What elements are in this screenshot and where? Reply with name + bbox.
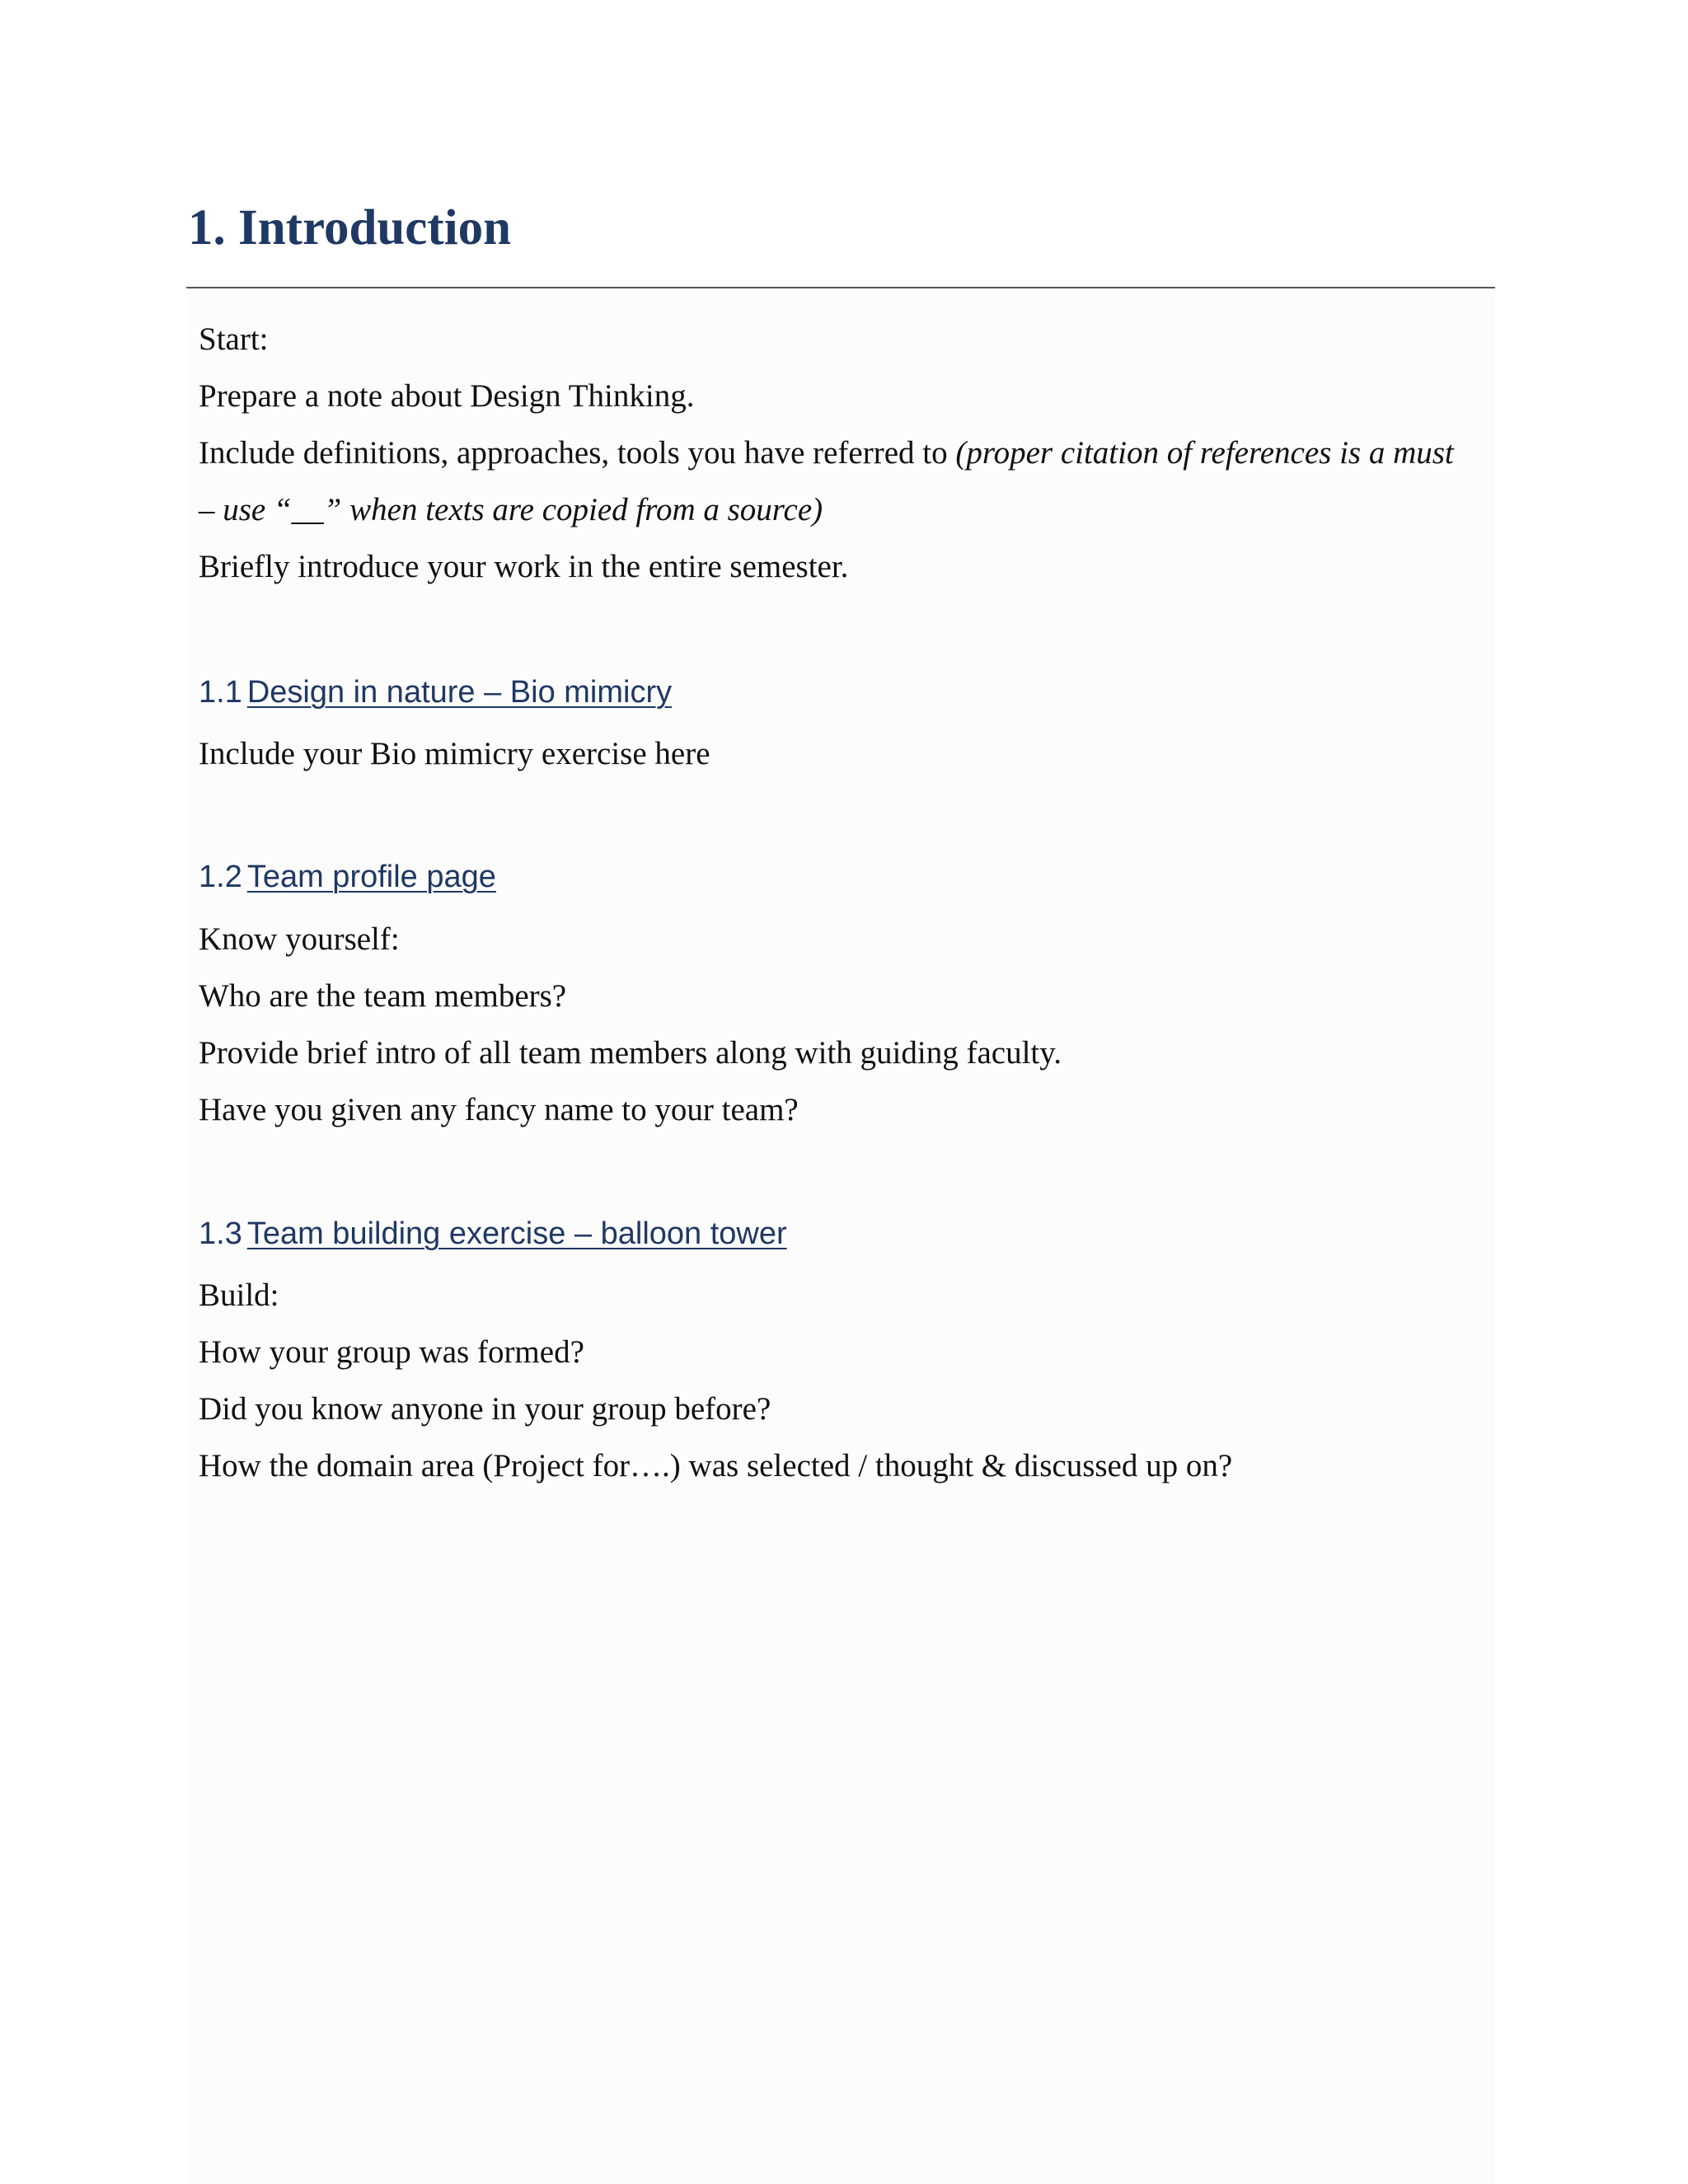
briefly-introduce-line: Briefly introduce your work in the entire semester.	[199, 549, 849, 584]
section-number: 1.3	[199, 1216, 242, 1251]
prepare-note-line: Prepare a note about Design Thinking.	[199, 378, 695, 414]
brief-intro-line: Provide brief intro of all team members along with guiding faculty.	[199, 1035, 1062, 1071]
section-title: Team profile page	[246, 860, 496, 894]
section-number: 1.2	[199, 860, 242, 894]
include-definitions-line	[199, 433, 1454, 474]
include-definitions-text: Include definitions, approaches, tools you have referred to	[199, 435, 956, 471]
citation-note-italic: (proper citation of references is a must	[955, 435, 1454, 471]
build-line: Build:	[199, 1277, 279, 1313]
section-title: Team building exercise – balloon tower	[246, 1216, 787, 1251]
citation-continuation-italic: – use “__” when texts are copied from a source)	[199, 492, 823, 527]
section-number: 1.1	[199, 675, 242, 710]
section-title: Design in nature – Bio mimicry	[246, 675, 673, 710]
group-formed-line: How your group was formed?	[199, 1334, 584, 1370]
domain-area-line: How the domain area (Project for….) was selected / thought & discussed up on?	[199, 1448, 1233, 1483]
citation-continuation-line	[199, 490, 823, 531]
team-members-line: Who are the team members?	[199, 978, 567, 1014]
title-divider	[186, 287, 1495, 288]
section-heading-team-building	[199, 1213, 787, 1254]
fancy-name-line: Have you given any fancy name to your team?	[199, 1092, 799, 1127]
section-heading-team-profile	[199, 856, 496, 898]
bio-mimicry-line: Include your Bio mimicry exercise here	[199, 736, 710, 771]
section-heading-bio-mimicry	[199, 672, 672, 713]
start-label: Start:	[199, 321, 269, 357]
chapter-title: 1. Introduction	[188, 200, 512, 255]
know-anyone-line: Did you know anyone in your group before?	[199, 1391, 771, 1427]
know-yourself-line: Know yourself:	[199, 921, 400, 957]
